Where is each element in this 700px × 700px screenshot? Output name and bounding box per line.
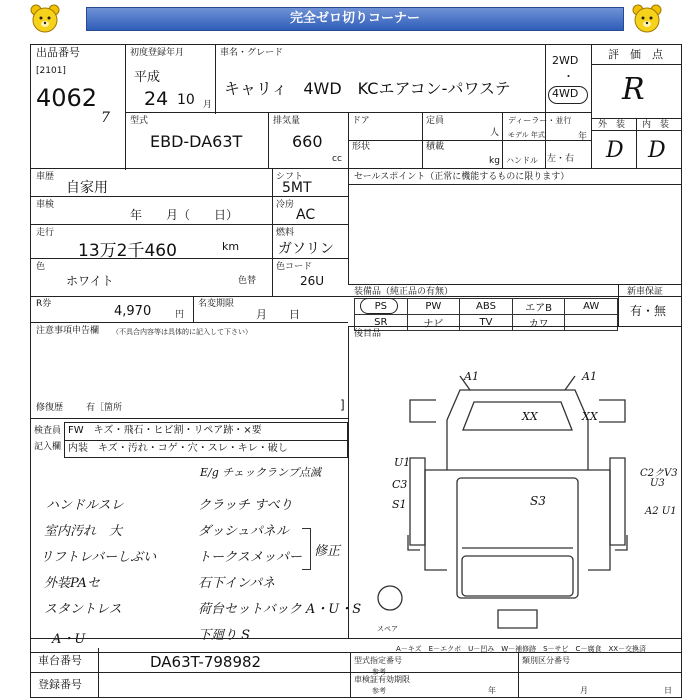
inspector-fw-row: FW キズ・飛石・ヒビ割・リペア跡・×要 xyxy=(68,425,262,436)
equipment-aw: AW xyxy=(565,299,618,315)
mileage-label: 走行 xyxy=(36,228,55,238)
equipment-pw: PW xyxy=(407,299,460,315)
sales-point-label: セールスポイント（正常に機能するものに限ります） xyxy=(354,172,570,182)
ac: AC xyxy=(296,207,316,223)
year-unit: 年 xyxy=(578,132,588,142)
note-left-2: 室内汚れ 大 xyxy=(44,524,123,539)
exterior-score: D xyxy=(606,138,624,163)
car-name-label: 車名・グレード xyxy=(220,48,284,58)
diagram-mark-2: A1 xyxy=(582,370,597,383)
score-label: 評 価 点 xyxy=(608,48,663,61)
color-label: 色 xyxy=(36,262,46,272)
name-change-deadline-label: 名変期限 xyxy=(198,299,235,309)
repair-bracket-note: 修正 xyxy=(314,544,341,559)
model-year-label: モデル 年式 xyxy=(508,131,545,139)
note-left-3: リフトレバーしぶい xyxy=(40,550,157,565)
car-name: キャリィ 4WD KCエアコン-パワステ xyxy=(224,79,511,98)
repair-history-label: 修復歴 xyxy=(36,403,64,413)
lot-number: 4062 xyxy=(36,84,98,112)
capacity-label: 定員 xyxy=(426,116,445,126)
model-designation-ref: 参考 xyxy=(372,668,386,676)
registration-label: 登録番号 xyxy=(38,678,82,691)
drive-4wd: 4WD xyxy=(552,87,579,100)
displacement: 660 xyxy=(292,132,323,151)
inspector-label-1: 検査員 xyxy=(34,426,62,436)
note-left-4: 外装PAセ xyxy=(44,576,100,591)
inspection-value: 年 月（ 日） xyxy=(130,208,239,222)
registration-month: 10 xyxy=(177,92,195,108)
person-unit: 人 xyxy=(490,128,500,138)
caution-note: （不具合内容等は具体的に記入して下さい） xyxy=(112,328,252,336)
color-code-label: 色コード xyxy=(276,262,313,272)
damage-legend: A－キズ E－エクボ U－凹み W－補修跡 S－サビ C－腐食 XX－交換済 xyxy=(396,645,647,653)
era: 平成 xyxy=(134,70,161,85)
diagram-mark-9: C2クV3 xyxy=(640,468,678,479)
banner-title: 完全ゼロ切りコーナー xyxy=(86,7,624,31)
diagram-mark-3: XX xyxy=(522,410,538,423)
new-car-warranty-label: 新車保証 xyxy=(627,287,664,297)
diagram-mark-11: A2 U1 xyxy=(645,506,677,517)
inspector-label-2: 記入欄 xyxy=(34,442,62,452)
footer-year-unit: 年 xyxy=(488,686,496,695)
note-right-2: ダッシュパネル xyxy=(198,524,289,539)
note-right-3: トークスメッパー xyxy=(198,550,302,565)
diagram-mark-7: S1 xyxy=(392,498,407,511)
color-code: 26U xyxy=(300,274,325,288)
equipment-sr: SR xyxy=(355,315,408,331)
dealer-label: ディーラー・並行 xyxy=(508,116,572,125)
bear-mascot-right-icon xyxy=(630,3,664,35)
inspection-label: 車検 xyxy=(36,200,55,210)
lot-code: [2101] xyxy=(36,66,66,76)
shift: 5MT xyxy=(282,180,312,196)
fuel-label: 燃料 xyxy=(276,228,295,238)
equipment-label: 装備品（純正品の有無） xyxy=(354,287,454,297)
equipment-tv: TV xyxy=(460,315,513,331)
diagram-mark-8: S3 xyxy=(530,494,546,508)
note-right-5: 荷台セットバック A・U・S xyxy=(198,602,362,617)
inspection-certificate-label: 車検証有効期限 xyxy=(354,675,410,684)
shift-label: シフト xyxy=(276,172,304,182)
note-right-1: クラッチ すべり xyxy=(198,498,293,513)
displacement-label: 排気量 xyxy=(273,116,301,126)
color-change-label: 色替 xyxy=(238,276,257,286)
km-unit: km xyxy=(222,240,240,253)
ac-label: 冷房 xyxy=(276,200,295,210)
note-right-4: 石下インパネ xyxy=(198,576,276,591)
color: ホワイト xyxy=(66,274,114,288)
diagram-mark-10: U3 xyxy=(650,478,665,489)
drive-2wd: 2WD xyxy=(552,54,579,67)
spare-label: スペア xyxy=(377,625,398,633)
equipment-airbag: エアB xyxy=(512,299,565,315)
footer-month-unit: 月 xyxy=(580,686,588,695)
inspection-certificate-ref: 参考 xyxy=(372,687,386,695)
note-left-5: スタントレス xyxy=(44,602,122,617)
repair-history-value: 有［箇所 xyxy=(86,403,123,413)
rear-seat-label: 後目品 xyxy=(354,329,382,339)
lot-number-label: 出品番号 xyxy=(36,46,80,59)
engine-check-note: E/g チェックランプ点滅 xyxy=(200,466,321,479)
diagram-mark-6: C3 xyxy=(392,478,408,491)
mileage: 13万2千460 xyxy=(78,241,177,261)
drive-dot: ・ xyxy=(563,70,574,83)
model-label: 型式 xyxy=(130,116,149,126)
equipment-navi: ナビ xyxy=(407,315,460,331)
bear-mascot-left-icon xyxy=(28,3,62,35)
note-left-6: A・U xyxy=(52,632,86,647)
category-number-label: 類別区分番号 xyxy=(522,656,570,665)
caution-label: 注意事項申告欄 xyxy=(36,326,100,336)
chassis-label: 車台番号 xyxy=(38,654,82,667)
usage-label: 車歴 xyxy=(36,172,55,182)
registration-year: 24 xyxy=(144,88,169,110)
kg-unit: kg xyxy=(489,156,500,166)
note-left-1: ハンドルスレ xyxy=(46,498,124,513)
door-label: ドア xyxy=(352,116,370,126)
diagram-mark-5: U1 xyxy=(394,456,411,469)
handle-value: 左・右 xyxy=(547,154,575,164)
shape-label: 形状 xyxy=(352,142,371,152)
handle-label: ハンドル xyxy=(506,156,538,165)
equipment-abs: ABS xyxy=(460,299,513,315)
new-car-warranty-value: 有・無 xyxy=(630,304,667,318)
equipment-ps: PS xyxy=(355,299,408,315)
chassis-number: DA63T-798982 xyxy=(150,653,262,671)
interior-score: D xyxy=(648,138,666,163)
equipment-empty xyxy=(565,315,618,331)
diagram-mark-4: XX xyxy=(582,410,598,423)
usage: 自家用 xyxy=(66,180,108,196)
footer-day-unit: 日 xyxy=(664,686,672,695)
interior-label: 内 装 xyxy=(642,120,670,130)
load-label: 積載 xyxy=(426,142,445,152)
inspector-interior-row: 内装 キズ・汚れ・コゲ・穴・スレ・キレ・破し xyxy=(68,443,288,454)
ps-circle xyxy=(360,298,398,314)
cc-unit: cc xyxy=(332,154,342,164)
recycle-label: R券 xyxy=(36,299,52,309)
model-designation-label: 型式指定番号 xyxy=(354,656,402,665)
model-code: EBD-DA63T xyxy=(150,132,243,151)
first-registration-label: 初度登録年月 xyxy=(130,48,185,58)
diagram-mark-1: A1 xyxy=(464,370,479,383)
fuel: ガソリン xyxy=(278,241,334,257)
equipment-leather: カワ xyxy=(512,315,565,331)
yen-unit: 円 xyxy=(175,310,185,320)
exterior-label: 外 装 xyxy=(598,120,626,130)
lot-suffix: 7 xyxy=(101,110,110,126)
name-change-deadline: 月 日 xyxy=(256,308,300,321)
overall-score: R xyxy=(622,72,645,107)
note-right-6: 下廻り S xyxy=(198,628,251,643)
month-unit: 月 xyxy=(203,100,213,110)
recycle-fee: 4,970 xyxy=(114,304,152,319)
